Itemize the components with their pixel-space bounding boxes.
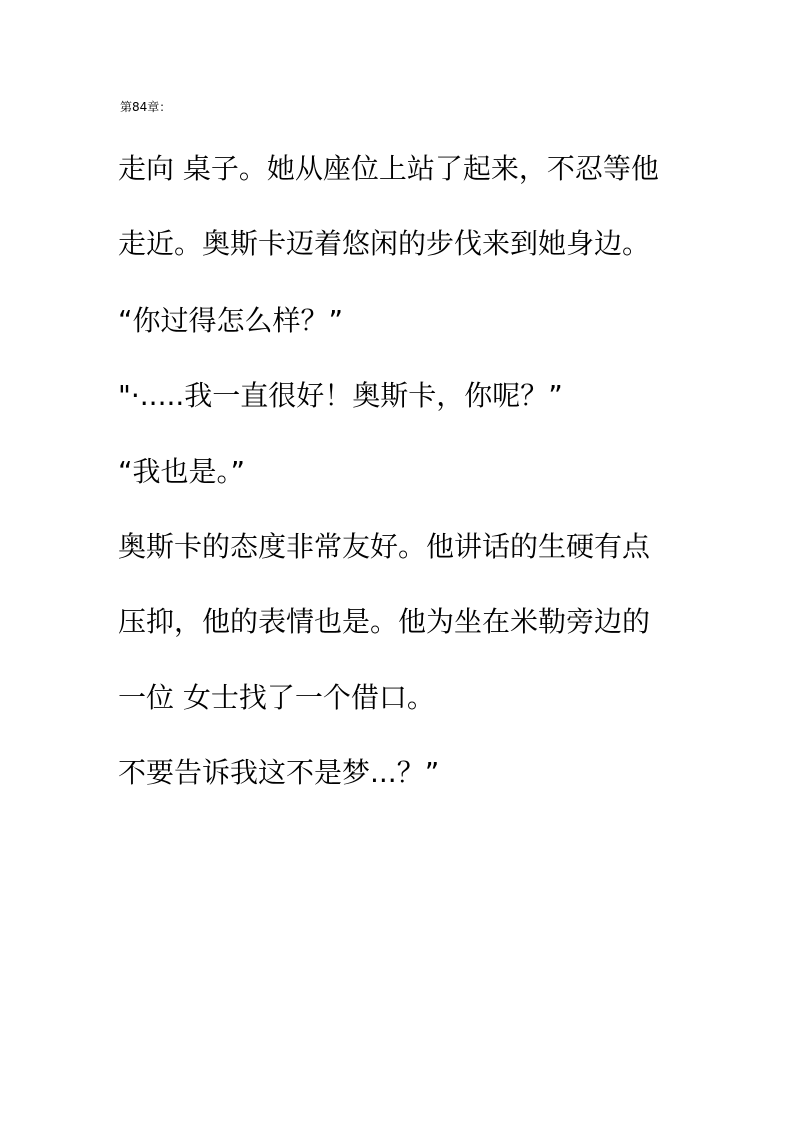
text-line-5: “我也是。”: [118, 455, 246, 488]
text-line-1: 走向 桌子。她从座位上站了起来，不忍等他: [118, 152, 659, 185]
chapter-heading: 第84章：: [120, 100, 172, 114]
text-line-8: 一位 女士找了一个借口。: [118, 681, 435, 714]
text-line-4: "·.....我一直很好！奥斯卡，你呢？”: [118, 379, 563, 412]
text-line-7: 压抑，他的表情也是。他为坐在米勒旁边的: [118, 605, 651, 638]
text-line-9: 不要告诉我这不是梦...？”: [118, 756, 440, 789]
text-line-3: “你过得怎么样？”: [118, 304, 344, 337]
text-line-2: 走近。奥斯卡迈着悠闲的步伐来到她身边。: [118, 227, 651, 260]
text-line-6: 奥斯卡的态度非常友好。他讲话的生硬有点: [118, 530, 651, 563]
